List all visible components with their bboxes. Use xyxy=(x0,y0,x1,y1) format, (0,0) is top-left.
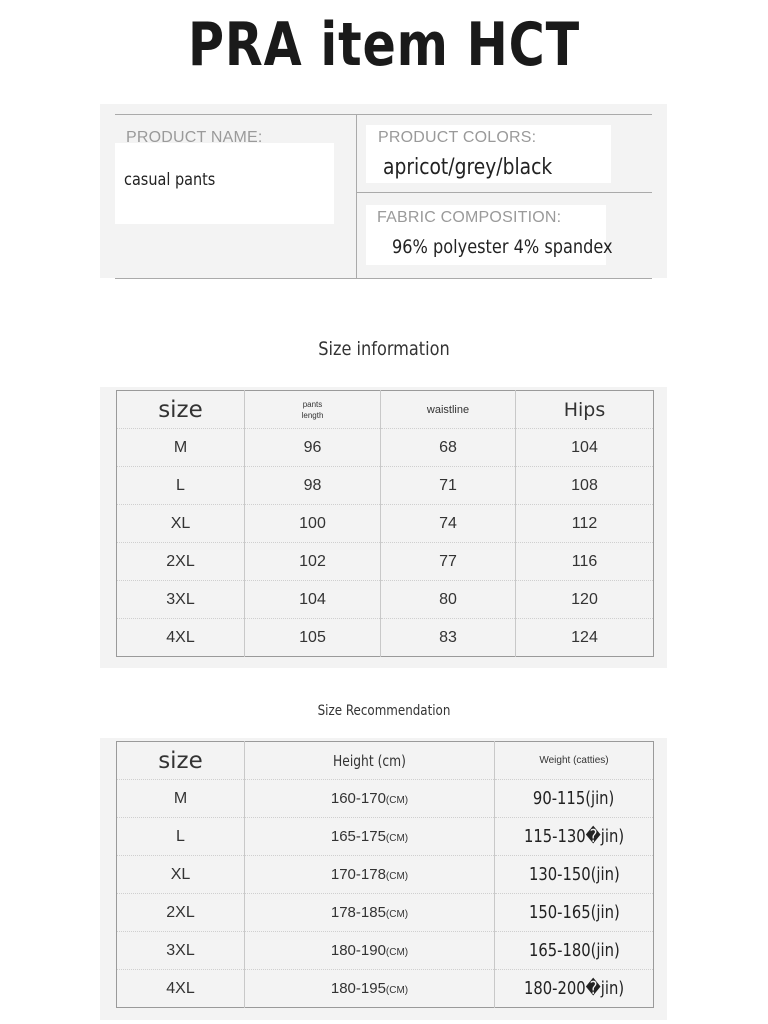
size-cell: M xyxy=(117,429,245,467)
product-info-panel xyxy=(100,104,667,278)
col-header-hips: Hips xyxy=(516,391,654,429)
weight-value: 180-200�jin) xyxy=(523,978,625,999)
waistline-cell: 77 xyxy=(381,543,516,581)
size-recommendation-title: Size Recommendation xyxy=(317,703,451,719)
height-unit: (CM) xyxy=(385,833,409,844)
product-name-value: casual pants xyxy=(124,170,216,190)
hips-cell: 124 xyxy=(516,619,654,657)
waistline-cell: 68 xyxy=(381,429,516,467)
waistline-cell: 74 xyxy=(381,505,516,543)
table-row xyxy=(117,429,654,467)
hips-cell: 116 xyxy=(516,543,654,581)
size-cell: XL xyxy=(117,505,245,543)
weight-cell xyxy=(495,780,654,818)
pants-length-cell: 105 xyxy=(245,619,381,657)
waistline-cell: 83 xyxy=(381,619,516,657)
table-header-row xyxy=(117,742,654,780)
size-information-title: Size information xyxy=(318,338,450,360)
size-cell: L xyxy=(117,467,245,505)
hips-cell: 112 xyxy=(516,505,654,543)
height-value: 160-170 xyxy=(330,790,386,807)
col-header-weight: Weight (catties) xyxy=(495,742,654,780)
table-row xyxy=(117,505,654,543)
size-cell: 4XL xyxy=(117,970,245,1008)
height-unit: (CM) xyxy=(385,795,409,806)
weight-value: 130-150(jin) xyxy=(528,864,620,885)
table-row xyxy=(117,581,654,619)
table-row xyxy=(117,619,654,657)
size-cell: M xyxy=(117,780,245,818)
height-unit: (CM) xyxy=(385,985,409,996)
size-cell: XL xyxy=(117,856,245,894)
pants-length-cell: 98 xyxy=(245,467,381,505)
table-row xyxy=(117,543,654,581)
weight-cell xyxy=(495,932,654,970)
height-cell xyxy=(245,818,495,856)
weight-cell xyxy=(495,894,654,932)
hips-cell: 120 xyxy=(516,581,654,619)
size-recommendation-table xyxy=(116,741,654,1008)
pants-length-cell: 100 xyxy=(245,505,381,543)
height-value: 165-175 xyxy=(330,828,386,845)
divider xyxy=(357,192,652,193)
weight-cell xyxy=(495,856,654,894)
size-information-table xyxy=(116,390,654,657)
col-header-waistline: waistline xyxy=(381,391,516,429)
table-row xyxy=(117,467,654,505)
size-cell: 2XL xyxy=(117,543,245,581)
weight-value: 115-130�jin) xyxy=(523,826,625,847)
height-unit: (CM) xyxy=(385,871,409,882)
size-cell: 2XL xyxy=(117,894,245,932)
product-colors-label: PRODUCT COLORS: xyxy=(378,129,537,146)
weight-cell xyxy=(495,970,654,1008)
height-value: 178-185 xyxy=(330,904,386,921)
weight-value: 150-165(jin) xyxy=(528,902,620,923)
table-row xyxy=(117,970,654,1008)
height-value: 170-178 xyxy=(330,866,386,883)
size-cell: 3XL xyxy=(117,932,245,970)
weight-cell xyxy=(495,818,654,856)
table-row xyxy=(117,894,654,932)
height-cell xyxy=(245,932,495,970)
size-recommendation-panel xyxy=(100,738,667,1020)
height-value: 180-195 xyxy=(330,980,386,997)
weight-value: 90-115(jin) xyxy=(533,788,615,809)
pants-length-cell: 102 xyxy=(245,543,381,581)
divider xyxy=(356,115,357,278)
fabric-composition-value: 96% polyester 4% spandex xyxy=(392,236,613,258)
fabric-composition-label: FABRIC COMPOSITION: xyxy=(377,209,562,226)
hips-cell: 104 xyxy=(516,429,654,467)
table-row xyxy=(117,856,654,894)
hips-cell: 108 xyxy=(516,467,654,505)
height-cell xyxy=(245,894,495,932)
size-cell: L xyxy=(117,818,245,856)
waistline-cell: 71 xyxy=(381,467,516,505)
height-cell xyxy=(245,856,495,894)
col-header-size: size xyxy=(158,747,203,774)
page-title: PRA item HCT xyxy=(188,10,580,80)
size-cell: 4XL xyxy=(117,619,245,657)
table-row xyxy=(117,818,654,856)
height-cell xyxy=(245,970,495,1008)
table-header-row xyxy=(117,391,654,429)
height-header-text: Height (cm) xyxy=(333,751,406,770)
waistline-cell: 80 xyxy=(381,581,516,619)
col-header-size: size xyxy=(158,396,203,423)
col-header-height xyxy=(245,742,495,780)
size-information-panel xyxy=(100,387,667,668)
weight-value: 165-180(jin) xyxy=(528,940,620,961)
height-value: 180-190 xyxy=(330,942,386,959)
pants-length-cell: 104 xyxy=(245,581,381,619)
height-unit: (CM) xyxy=(385,909,409,920)
height-unit: (CM) xyxy=(385,947,409,958)
size-cell: 3XL xyxy=(117,581,245,619)
height-cell xyxy=(245,780,495,818)
product-info-box xyxy=(115,114,652,279)
table-row xyxy=(117,780,654,818)
table-row xyxy=(117,932,654,970)
pants-length-cell: 96 xyxy=(245,429,381,467)
col-header-pants-length: pants length xyxy=(245,391,381,429)
product-name-label: PRODUCT NAME: xyxy=(126,129,263,146)
product-colors-value: apricot/grey/black xyxy=(383,155,553,180)
